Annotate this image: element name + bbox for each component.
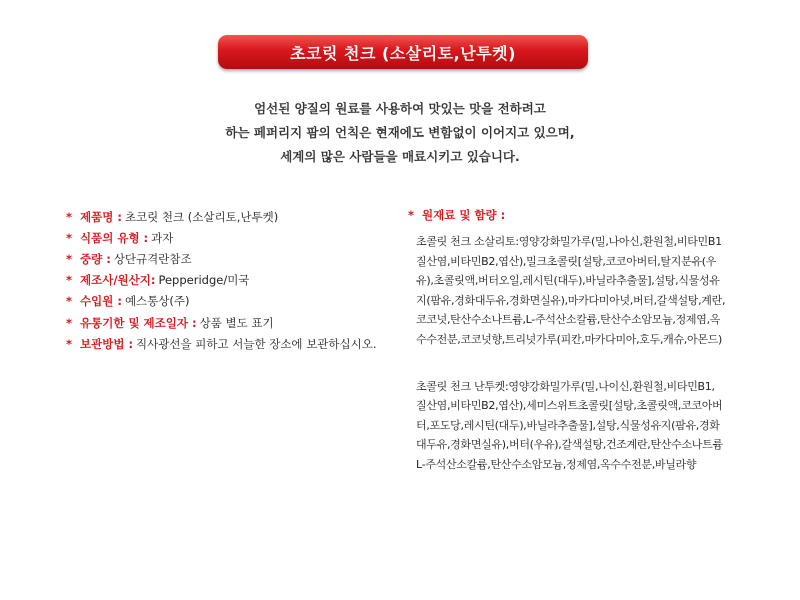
- ingredient-line: 대두유,경화면실유),버터(우유),갈색설탕,건조계란,탄산수소나트륨: [416, 438, 723, 452]
- ingredients-nantucket: [416, 377, 792, 475]
- ingredients-section: [408, 206, 792, 475]
- info-label: 중량 :: [80, 251, 111, 266]
- ingredient-line: 질산염,비타민B2,엽산),밀크초콜릿[설탕,코코아버터,탈지분유(우: [416, 254, 717, 268]
- title-banner: [218, 35, 588, 69]
- ingredient-line: 코코넛,탄산수소나트륨,L-주석산소칼륨,탄산수소암모늄,정제염,옥: [416, 313, 721, 327]
- ingredient-line: 수수전분,코코넛향,트리넛가루(피칸,마카다미아,호두,캐슈,아몬드): [416, 332, 722, 346]
- info-value: 과자: [151, 230, 174, 245]
- info-label: 보관방법 :: [80, 336, 134, 351]
- bullet-star-icon: *: [66, 273, 73, 288]
- ingredient-line: 초콜릿 천크 소살리토:영양강화밀가루(밀,나아신,환원철,비타민B1: [416, 235, 722, 248]
- info-row-manufacturer: [66, 270, 396, 291]
- ingredient-line: 초콜릿 천크 난투켓:영양강화밀가루(밀,나이신,환원철,비타민B1,: [416, 379, 715, 393]
- ingredients-header: [408, 206, 792, 224]
- product-info-list: [66, 206, 396, 354]
- ingredient-line: 터,포도당,레시틴(대두),바닐라추출물],설탕,식물성유지(팜유,경화: [416, 418, 720, 432]
- intro-line: 세계의 많은 사람들을 매료시키고 있습니다.: [280, 149, 520, 164]
- intro-text: [100, 97, 700, 169]
- info-value: 예스통상(주): [124, 294, 190, 309]
- bullet-star-icon: *: [408, 208, 415, 222]
- intro-line: 엄선된 양질의 원료를 사용하여 맛있는 맛을 전하려고: [254, 101, 546, 116]
- info-row-weight: [66, 248, 396, 269]
- bullet-star-icon: *: [66, 336, 73, 351]
- info-row-product-name: [66, 206, 396, 227]
- info-label: 식품의 유형 :: [80, 230, 149, 245]
- info-value: Pepperidge/미국: [158, 273, 250, 288]
- ingredient-line: 유),초콜릿액,버터오일,레시틴(대두),바닐라추출물],설탕,식물성유: [416, 274, 720, 288]
- info-label: 제조사/원산지:: [80, 273, 156, 288]
- bullet-star-icon: *: [66, 209, 73, 224]
- bullet-star-icon: *: [66, 294, 73, 309]
- info-value: 초코릿 천크 (소살리토,난투켓): [124, 209, 279, 224]
- info-label: 수입원 :: [80, 294, 122, 309]
- info-label: 제품명 :: [80, 209, 122, 224]
- ingredient-line: 질산염,비타민B2,엽산),세미스위트초콜릿[설탕,초콜릿액,코코아버: [416, 399, 723, 413]
- info-row-food-type: [66, 227, 396, 248]
- ingredient-line: L-주석산소칼륨,탄산수소암모늄,정제염,옥수수전분,바닐라향: [416, 457, 697, 471]
- bullet-star-icon: *: [66, 230, 73, 245]
- bullet-star-icon: *: [66, 315, 73, 330]
- info-row-importer: [66, 291, 396, 312]
- info-value: 상단규격란참조: [113, 251, 192, 266]
- info-row-expiration: [66, 312, 396, 333]
- info-value: 상품 별도 표기: [199, 315, 274, 330]
- bullet-star-icon: *: [66, 251, 73, 266]
- info-label: 유통기한 및 제조일자 :: [80, 315, 197, 330]
- ingredients-sausalito: [416, 232, 792, 350]
- page-title: 초코릿 천크 (소살리토,난투켓): [290, 43, 516, 63]
- info-row-storage: [66, 333, 396, 354]
- ingredient-line: 지(팜유,경화대두유,경화면실유),마카다미아넛,버터,갈색설탕,계란,: [416, 293, 726, 307]
- info-value: 직사광선을 피하고 서늘한 장소에 보관하십시오.: [136, 336, 377, 351]
- intro-line: 하는 페퍼리지 팜의 언칙은 현재에도 변함없이 이어지고 있으며,: [225, 125, 575, 140]
- ingredients-header-label: 원재료 및 함량 :: [422, 208, 506, 222]
